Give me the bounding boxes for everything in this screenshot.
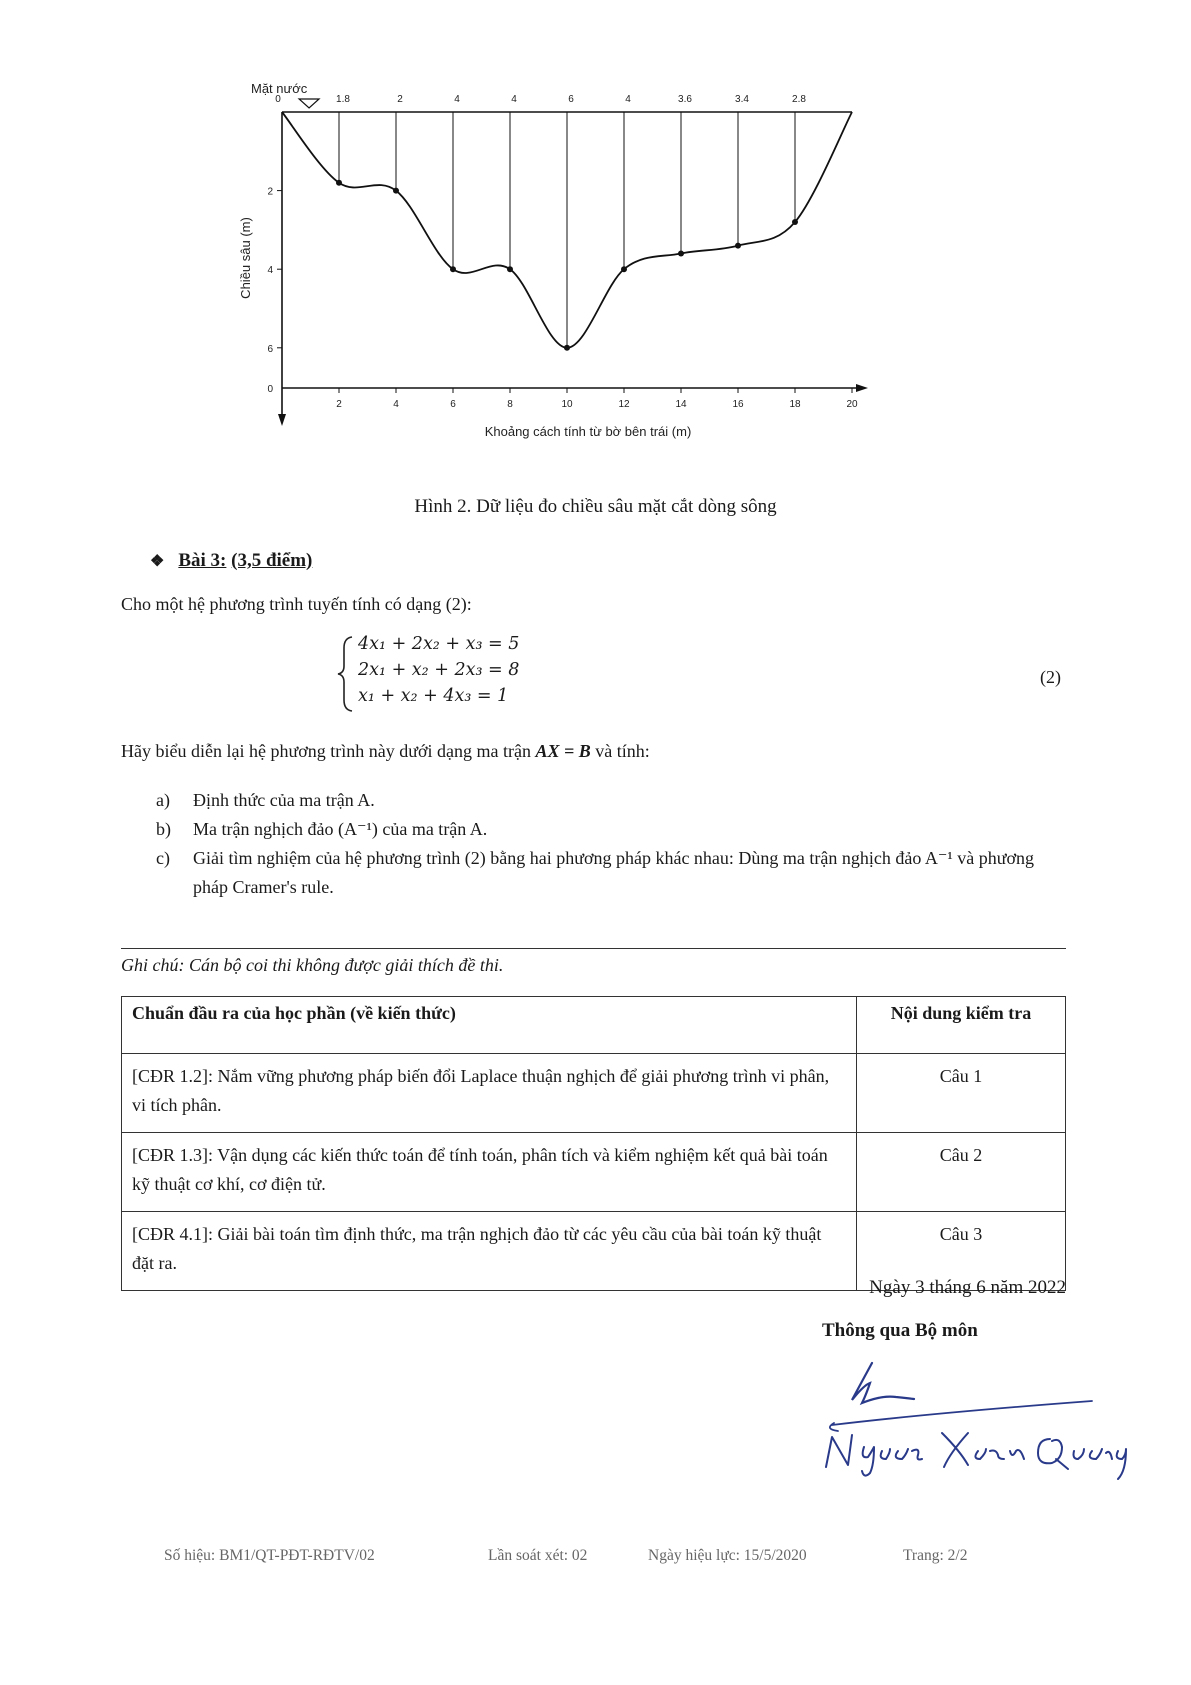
depth-value-label: 4: [625, 94, 631, 105]
depth-value-label: 4: [454, 94, 460, 105]
water-level-triangle-icon: [299, 99, 319, 108]
depth-data-point: [621, 266, 627, 272]
question-mark: c): [156, 848, 170, 868]
depth-value-label: 6: [568, 94, 574, 105]
water-surface-label: Mặt nước: [251, 81, 308, 96]
x-tick-label: 10: [561, 399, 573, 410]
problem-title: Bài 3:: [178, 550, 227, 571]
equation-number: (2): [1040, 667, 1061, 687]
question-mark: b): [156, 819, 171, 839]
matrix-expression: AX = B: [535, 741, 591, 761]
divider: [121, 948, 1066, 949]
list-item: [156, 844, 1066, 902]
learning-outcomes-table: [121, 996, 1066, 1291]
depth-data-point: [735, 243, 741, 249]
depth-data-point: [678, 250, 684, 256]
x-tick-label: 4: [393, 399, 399, 410]
date-line: Ngày 3 tháng 6 năm 2022: [869, 1277, 1066, 1298]
depth-data-point: [393, 188, 399, 194]
outcome-cell: [CĐR 1.2]: Nắm vững phương pháp biến đổi Laplace thuận nghịch để giải phương trình vi phân, vi tích phân.: [122, 1054, 857, 1133]
x-axis-label: Khoảng cách tính từ bờ bên trái (m): [484, 424, 692, 439]
y-tick-label: 4: [267, 265, 273, 277]
x-tick-label: 14: [675, 399, 687, 410]
down-arrow-icon: [278, 414, 286, 426]
content-cell: Câu 1: [857, 1054, 1066, 1133]
table-row: [122, 1133, 1066, 1212]
x-tick-label: 16: [732, 399, 744, 410]
diamond-bullet-icon: ❖: [150, 553, 165, 570]
depth-value-label: 4: [511, 94, 517, 105]
equation-row: x₁ + x₂ + 4x₃ = 1: [358, 686, 509, 706]
footer-revision: Lần soát xét: 02: [488, 1547, 588, 1564]
outcome-cell: [CĐR 1.3]: Vận dụng các kiến thức toán để tính toán, phân tích và kiểm nghiệm kết quả bài toán kỹ thuật cơ khí, cơ điện tử.: [122, 1133, 857, 1212]
depth-data-point: [336, 180, 342, 186]
y-tick-label: 2: [267, 186, 273, 198]
signature: [812, 1355, 1132, 1485]
x-tick-label: 20: [846, 399, 858, 410]
depth-value-label: 0: [275, 94, 281, 105]
y-tick-label: 6: [267, 343, 273, 355]
equation-row: 2x₁ + x₂ + 2x₃ = 8: [358, 660, 520, 680]
column-header: Nội dung kiểm tra: [857, 997, 1066, 1054]
depth-value-label: 3.4: [735, 94, 749, 105]
depth-value-label: 2: [397, 94, 403, 105]
problem-heading: [150, 550, 312, 572]
content-cell: Câu 2: [857, 1133, 1066, 1212]
footer-effective-date: Ngày hiệu lực: 15/5/2020: [648, 1547, 807, 1564]
footer-page-number: Trang: 2/2: [903, 1547, 968, 1564]
matrix-instruction: [121, 741, 650, 762]
x-tick-label: 12: [618, 399, 630, 410]
y-axis-label: Chiều sâu (m): [238, 217, 253, 299]
table-row: [122, 1054, 1066, 1133]
equation-row: 4x₁ + 2x₂ + x₃ = 5: [358, 634, 520, 654]
x-tick-label: 8: [507, 399, 513, 410]
left-brace-icon: [334, 634, 356, 714]
x-tick-label: 6: [450, 399, 456, 410]
y-tick-label: 0: [267, 384, 273, 395]
river-depth-chart: [230, 70, 950, 480]
question-list: [156, 786, 1066, 902]
exam-note: Ghi chú: Cán bộ coi thi không được giải thích đề thi.: [121, 955, 504, 975]
matrix-tail: và tính:: [595, 741, 650, 761]
problem-points: (3,5 điểm): [231, 550, 313, 571]
figure-caption: Hình 2. Dữ liệu đo chiều sâu mặt cắt dòng sông: [414, 496, 777, 517]
x-tick-label: 2: [336, 399, 342, 410]
footer-doc-code: Số hiệu: BM1/QT-PĐT-RĐTV/02: [164, 1547, 375, 1564]
depth-value-label: 1.8: [336, 94, 350, 105]
question-text: Giải tìm nghiệm của hệ phương trình (2) bằng hai phương pháp khác nhau: Dùng ma trận nghịch đảo A⁻¹ và phương pháp Cramer's rule.: [193, 848, 1035, 897]
depth-data-point: [450, 266, 456, 272]
question-text: Định thức của ma trận A.: [193, 790, 375, 810]
outcome-cell: [CĐR 4.1]: Giải bài toán tìm định thức, ma trận nghịch đảo từ các yêu cầu của bài toán kỹ thuật đặt ra.: [122, 1212, 857, 1291]
matrix-intro: Hãy biểu diễn lại hệ phương trình này dưới dạng ma trận: [121, 741, 531, 761]
right-arrow-icon: [856, 384, 868, 392]
depth-value-label: 3.6: [678, 94, 692, 105]
table-header-row: [122, 997, 1066, 1054]
depth-value-label: 2.8: [792, 94, 806, 105]
depth-data-point: [507, 266, 513, 272]
approval-label: Thông qua Bộ môn: [822, 1320, 978, 1341]
x-tick-label: 18: [789, 399, 801, 410]
list-item: [156, 786, 1066, 815]
depth-data-point: [564, 345, 570, 351]
list-item: [156, 815, 1066, 844]
question-text: Ma trận nghịch đảo (A⁻¹) của ma trận A.: [193, 819, 488, 839]
column-header: Chuẩn đầu ra của học phần (về kiến thức): [122, 997, 857, 1054]
problem-intro: Cho một hệ phương trình tuyến tính có dạng (2):: [121, 594, 472, 614]
question-mark: a): [156, 790, 170, 810]
equation-system: [334, 634, 594, 714]
content-cell: Câu 3: [857, 1212, 1066, 1291]
depth-data-point: [792, 219, 798, 225]
